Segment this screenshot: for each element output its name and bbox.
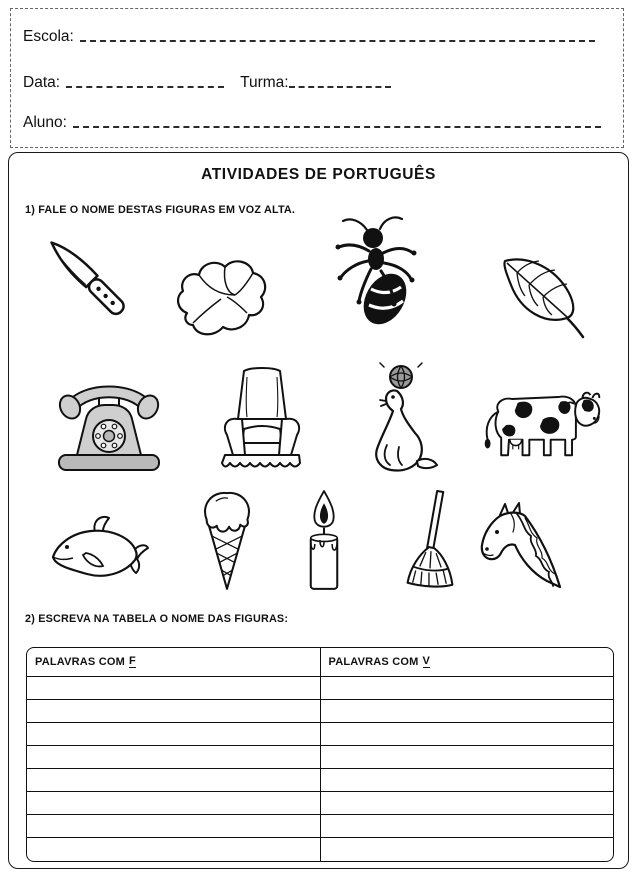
dolphin-figure: [47, 511, 151, 591]
cow-figure: [475, 383, 605, 478]
f-word-write-line[interactable]: [27, 815, 321, 838]
table-blank-row[interactable]: [27, 815, 613, 838]
seal-icon: [347, 361, 449, 483]
table-blank-row[interactable]: [27, 838, 613, 861]
table-header-v: [321, 648, 614, 677]
table-blank-row[interactable]: [27, 700, 613, 723]
knife-icon: [39, 221, 139, 339]
ice-cream-icon: [195, 487, 259, 595]
table-blank-row[interactable]: [27, 723, 613, 746]
f-word-write-line[interactable]: [27, 746, 321, 769]
f-word-write-line[interactable]: [27, 700, 321, 723]
telephone-icon: [43, 367, 175, 481]
ice-cream-figure: [195, 487, 259, 595]
activity-area: [8, 152, 629, 869]
leaf-icon: [487, 247, 599, 353]
f-word-write-line[interactable]: [27, 769, 321, 792]
cow-icon: [475, 383, 605, 478]
data-turma-field: [23, 73, 595, 93]
table-header-v-prefix: PALAVRAS COM: [328, 656, 419, 668]
turma-label: Turma:: [240, 74, 289, 91]
escola-field: [23, 27, 595, 47]
table-header-v-letter: V: [422, 655, 431, 667]
worksheet-title: ATIVIDADES DE PORTUGUÊS: [201, 166, 436, 183]
table-blank-row[interactable]: [27, 792, 613, 815]
student-info-header: [10, 8, 624, 148]
v-word-write-line[interactable]: [321, 723, 614, 746]
armchair-icon: [211, 365, 315, 481]
question-2: 2) ESCREVA NA TABELA O NOME DAS FIGURAS:: [25, 613, 289, 625]
knife-figure: [39, 221, 139, 339]
v-word-write-line[interactable]: [321, 677, 614, 700]
table-blank-row[interactable]: [27, 746, 613, 769]
broom-icon: [397, 489, 465, 597]
horse-icon: [475, 501, 575, 595]
turma-fill-line[interactable]: [289, 86, 391, 88]
v-word-write-line[interactable]: [321, 700, 614, 723]
f-word-write-line[interactable]: [27, 677, 321, 700]
broom-figure: [397, 489, 465, 597]
f-word-write-line[interactable]: [27, 838, 321, 861]
v-word-write-line[interactable]: [321, 746, 614, 769]
f-word-write-line[interactable]: [27, 723, 321, 746]
table-header-f: [27, 648, 321, 677]
aluno-label: Aluno:: [23, 114, 67, 131]
table-header-f-letter: F: [129, 655, 136, 667]
dolphin-icon: [47, 511, 151, 591]
aluno-fill-line[interactable]: [73, 126, 601, 128]
aluno-field: [23, 113, 601, 133]
telephone-figure: [43, 367, 175, 481]
escola-label: Escola:: [23, 28, 74, 45]
escola-fill-line[interactable]: [80, 40, 595, 42]
words-table-body: [27, 677, 613, 861]
leaf-figure: [487, 247, 599, 353]
data-fill-line[interactable]: [66, 86, 224, 88]
v-word-write-line[interactable]: [321, 769, 614, 792]
v-word-write-line[interactable]: [321, 838, 614, 861]
lettuce-icon: [169, 253, 277, 345]
horse-figure: [475, 501, 575, 595]
ant-icon: [321, 211, 433, 343]
words-table: [26, 647, 614, 862]
table-blank-row[interactable]: [27, 677, 613, 700]
f-word-write-line[interactable]: [27, 792, 321, 815]
seal-figure: [347, 361, 449, 483]
candle-icon: [295, 489, 353, 597]
words-table-header: [27, 648, 613, 677]
question-1: 1) FALE O NOME DESTAS FIGURAS EM VOZ ALTA.: [25, 204, 296, 216]
armchair-figure: [211, 365, 315, 481]
v-word-write-line[interactable]: [321, 815, 614, 838]
table-blank-row[interactable]: [27, 769, 613, 792]
table-header-f-prefix: PALAVRAS COM: [35, 656, 125, 668]
lettuce-figure: [169, 253, 277, 345]
candle-figure: [295, 489, 353, 597]
data-label: Data:: [23, 74, 61, 91]
ant-figure: [321, 211, 433, 343]
v-word-write-line[interactable]: [321, 792, 614, 815]
